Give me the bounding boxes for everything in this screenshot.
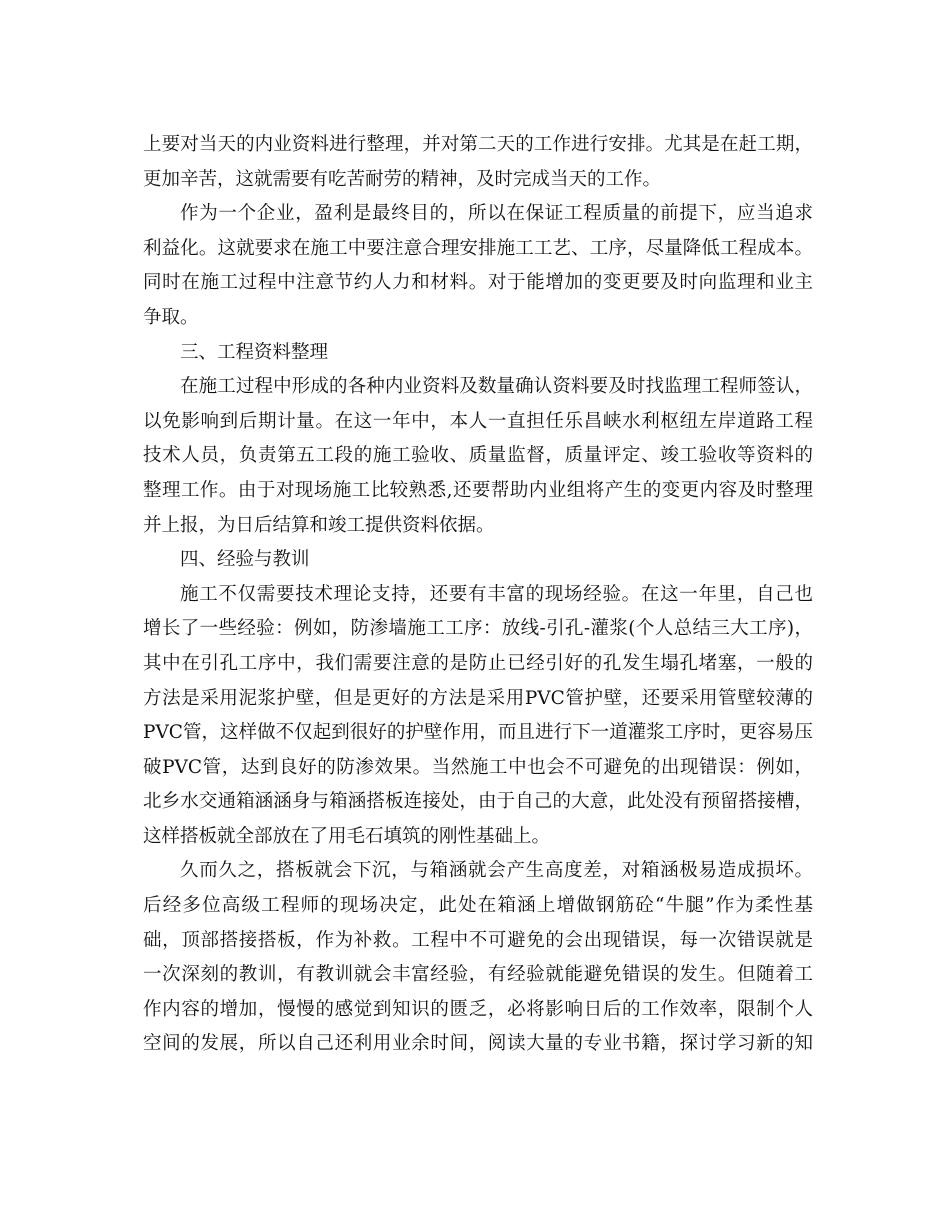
text-line: 同时在施工过程中注意节约人力和材料。对于能增加的变更要及时向监理和业主 (143, 272, 813, 294)
text-line: 争取。 (143, 306, 199, 328)
text-line: 三、工程资料整理 (180, 341, 329, 363)
text-line: 并上报，为日后结算和竣工提供资料依据。 (143, 514, 495, 536)
text-line: 北乡水交通箱涵涵身与箱涵搭板连接处，由于自己的大意，此处没有预留搭接槽， (143, 791, 813, 813)
text-line: 这样搭板就全部放在了用毛石填筑的刚性基础上。 (143, 825, 551, 847)
text-line: 后经多位高级工程师的现场决定，此处在箱涵上增做钢筋砼“牛腿”作为柔性基 (143, 895, 813, 917)
text-line: 础，顶部搭接搭板，作为补救。工程中不可避免的会出现错误，每一次错误就是 (143, 929, 813, 951)
text-line: 以免影响到后期计量。在这一年中，本人一直担任乐昌峡水利枢纽左岸道路工程 (143, 410, 813, 432)
text-line: 其中在引孔工序中，我们需要注意的是防止已经引好的孔发生塌孔堵塞，一般的 (143, 652, 813, 674)
text-line: 增长了一些经验：例如，防渗墙施工工序：放线-引孔-灌浆(个人总结三大工序)， (143, 618, 813, 640)
text-line: 久而久之，搭板就会下沉，与箱涵就会产生高度差，对箱涵极易造成损坏。 (180, 860, 813, 882)
text-line: 空间的发展，所以自己还利用业余时间，阅读大量的专业书籍，探讨学习新的知 (143, 1033, 813, 1055)
text-line: 在施工过程中形成的各种内业资料及数量确认资料要及时找监理工程师签认， (180, 376, 813, 398)
text-line: 破PVC管，达到良好的防渗效果。当然施工中也会不可避免的出现错误：例如， (143, 756, 813, 778)
text-line: 一次深刻的教训，有教训就会丰富经验，有经验就能避免错误的发生。但随着工 (143, 964, 813, 986)
text-line: 施工不仅需要技术理论支持，还要有丰富的现场经验。在这一年里，自己也 (180, 583, 813, 605)
text-line: 整理工作。由于对现场施工比较熟悉,还要帮助内业组将产生的变更内容及时整理 (143, 479, 813, 501)
text-line: 作为一个企业，盈利是最终目的，所以在保证工程质量的前提下，应当追求 (180, 203, 813, 225)
text-line: 作内容的增加，慢慢的感觉到知识的匮乏，必将影响日后的工作效率，限制个人 (143, 998, 813, 1020)
text-line: 上要对当天的内业资料进行整理，并对第二天的工作进行安排。尤其是在赶工期， (143, 134, 813, 155)
text-line: 方法是采用泥浆护壁，但是更好的方法是采用PVC管护壁，还要采用管壁较薄的 (143, 687, 813, 709)
text-line: 技术人员，负责第五工段的施工验收、质量监督，质量评定、竣工验收等资料的 (143, 445, 813, 467)
text-line: 四、经验与教训 (180, 549, 310, 571)
document-body (143, 128, 813, 1062)
text-line: PVC管，这样做不仅起到很好的护壁作用，而且进行下一道灌浆工序时，更容易压 (143, 722, 813, 744)
text-line: 利益化。这就要求在施工中要注意合理安排施工工艺、工序，尽量降低工程成本。 (143, 237, 813, 259)
text-line: 更加辛苦，这就需要有吃苦耐劳的精神，及时完成当天的工作。 (143, 168, 662, 190)
